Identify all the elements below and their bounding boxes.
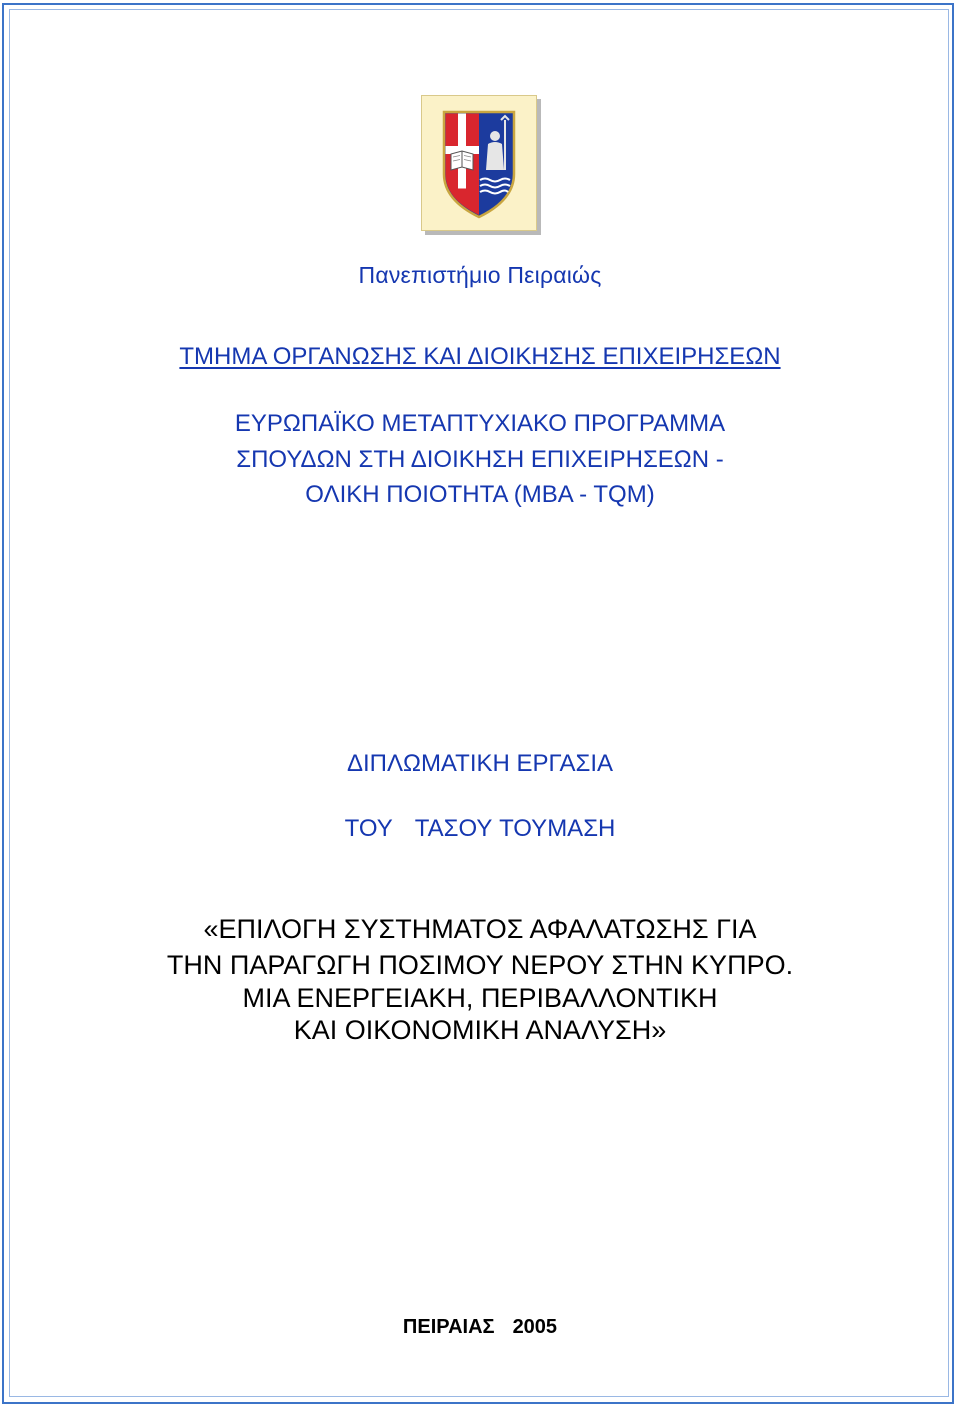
department-name-text: ΤΜΗΜΑ ΟΡΓΑΝΩΣΗΣ ΚΑΙ ΔΙΟΙΚΗΣΗΣ ΕΠΙΧΕΙΡΗΣΕΩΝ [179,343,781,370]
crest-frame [421,95,537,231]
program-line-3: ΟΛΙΚΗ ΠΟΙΟΤΗΤΑ (MBA - TQM) [305,481,655,508]
place-and-year [0,1316,960,1339]
university-crest-icon [421,95,539,233]
program-line-2: ΣΠΟΥΔΩΝ ΣΤΗ ΔΙΟΙΚΗΣΗ ΕΠΙΧΕΙΡΗΣΕΩΝ - [236,446,724,473]
author-line [0,815,960,843]
department-name [0,343,960,371]
program-line-1: ΕΥΡΩΠΑΪΚΟ ΜΕΤΑΠΤΥΧΙΑΚΟ ΠΡΟΓΡΑΜΜΑ [234,410,726,437]
year: 2005 [512,1316,558,1338]
thesis-title-line-2: ΤΗΝ ΠΑΡΑΓΩΓΗ ΠΟΣΙΜΟΥ ΝΕΡΟΥ ΣΤΗΝ ΚΥΠΡΟ. [166,950,794,980]
author-first-name: ΤΑΣΟΥ [414,815,493,842]
crest-shield-icon [422,96,536,230]
university-name: Πανεπιστήμιο Πειραιώς [358,262,602,288]
thesis-title-line-1: «ΕΠΙΛΟΓΗ ΣΥΣΤΗΜΑΤΟΣ ΑΦΑΛΑΤΩΣΗΣ ΓΙΑ [203,914,757,944]
thesis-type: ΔΙΠΛΩΜΑΤΙΚΗ ΕΡΓΑΣΙΑ [346,750,614,777]
author-last-name: ΤΟΥΜΑΣΗ [499,815,616,842]
author-prefix: ΤΟΥ [344,815,393,842]
thesis-title-line-3: ΜΙΑ ΕΝΕΡΓΕΙΑΚΗ, ΠΕΡΙΒΑΛΛΟΝΤΙΚΗ [242,983,718,1013]
thesis-title-line-4: ΚΑΙ ΟΙΚΟΝΟΜΙΚΗ ΑΝΑΛΥΣΗ» [293,1015,667,1045]
place: ΠΕΙΡΑΙΑΣ [402,1316,495,1338]
